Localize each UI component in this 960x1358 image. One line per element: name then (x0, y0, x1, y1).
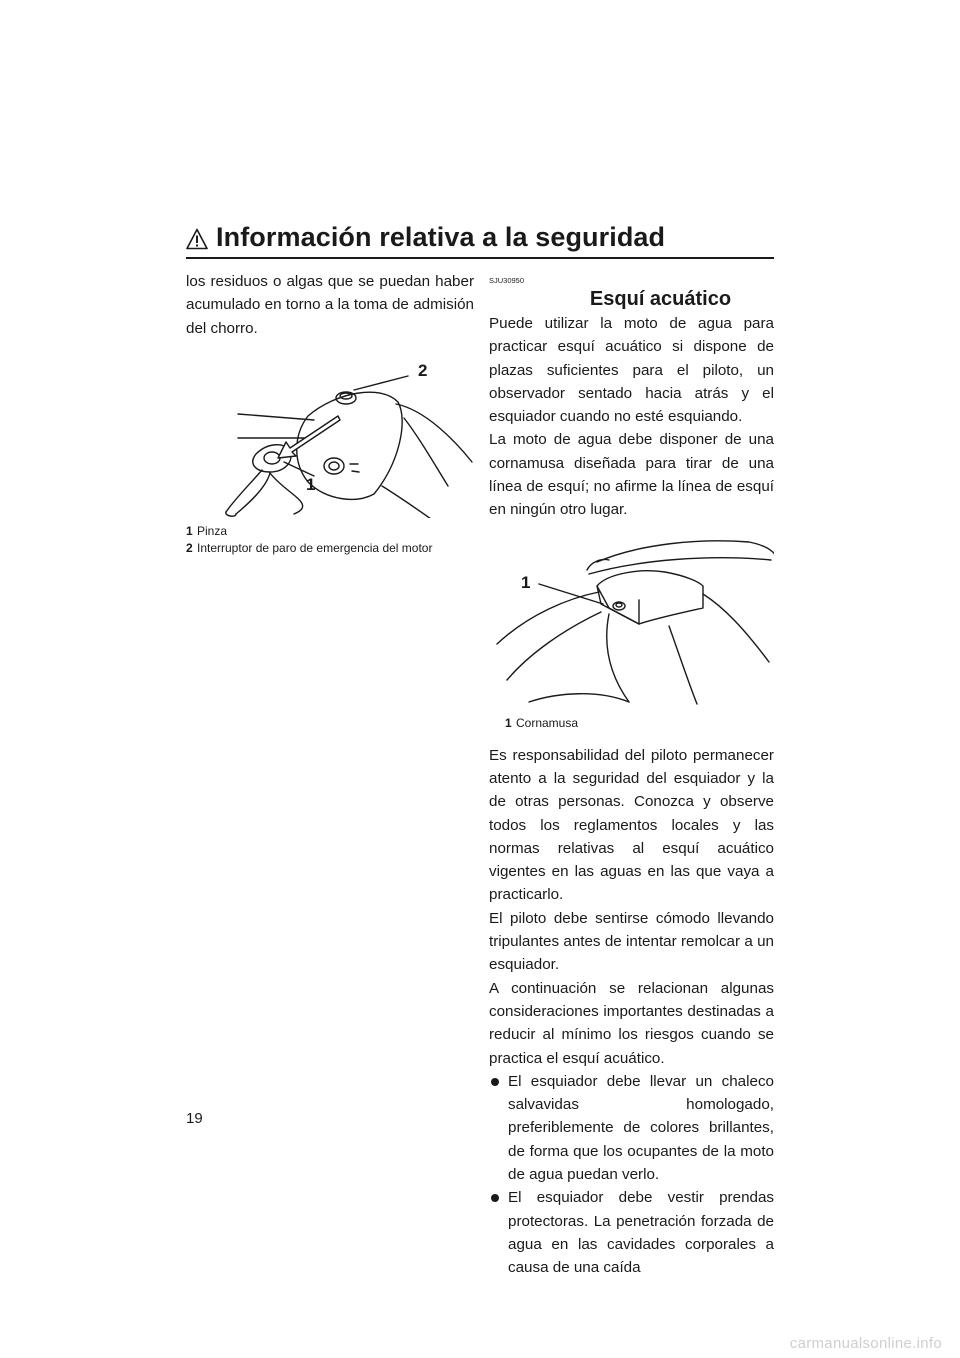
list-item: El esquiador debe vestir prendas protectoras. La penetración forzada de agua en las cavidades corporales a causa de una caída (489, 1186, 774, 1279)
cleat-figure (489, 534, 774, 712)
body-paragraph: Puede utilizar la moto de agua para practicar esquí acuático si dispone de plazas suficientes para el piloto, un observador sentado hacia atrás y el esquiador cuando no esté esquiando. (489, 315, 774, 426)
cleat-illustration (489, 534, 774, 712)
bullet-list (489, 1070, 774, 1280)
body-paragraph: La moto de agua debe disponer de una cornamusa diseñada para tirar de una línea de esquí; no afirme la línea de esquí en ningún otro lugar. (489, 431, 774, 519)
section-title: Esquí acuático (589, 288, 732, 310)
page-header (186, 222, 774, 262)
bullet-icon (491, 1194, 499, 1202)
clip-figure (186, 354, 474, 518)
right-column (489, 270, 774, 1280)
warning-triangle-icon (186, 228, 208, 250)
page-number: 19 (186, 1110, 203, 1127)
body-paragraph: El piloto debe sentirse cómodo llevando tripulantes antes de intentar remolcar a un esquiador. (489, 909, 774, 974)
header-divider (186, 257, 774, 259)
page-title: Información relativa a la seguridad (216, 222, 666, 252)
section-code: SJU30950 (489, 276, 525, 285)
body-paragraph: A continuación se relacionan algunas consideraciones importantes destinadas a reducir al mínimo los riesgos cuando se practica el esquí acuático. (489, 979, 774, 1067)
callout-2: 2 (418, 360, 428, 380)
figure-caption (489, 716, 774, 730)
caption-item: 1 Pinza (186, 523, 228, 538)
body-text-block (489, 744, 774, 1280)
caption-item: 1 Cornamusa (505, 715, 579, 730)
emergency-switch-illustration (186, 354, 474, 518)
list-item: El esquiador debe llevar un chaleco salvavidas homologado, preferiblemente de colores brillantes, de forma que los ocupantes de la moto de agua puedan verlo. (489, 1070, 774, 1186)
left-column (186, 270, 474, 555)
callout-1: 1 (521, 572, 531, 592)
body-paragraph: los residuos o algas que se puedan haber acumulado en torno a la toma de admisión del chorro. (186, 273, 474, 337)
body-paragraph: Es responsabilidad del piloto permanecer atento a la seguridad del esquiador y la de otras personas. Conozca y observe todos los reglamentos locales y las normas relativas al esquí acuático vigentes en las aguas en las que vaya a practicarlo. (489, 746, 774, 904)
caption-item: 2 Interruptor de paro de emergencia del motor (186, 540, 433, 555)
watermark: carmanualsonline.info (789, 1335, 942, 1352)
bullet-icon (491, 1078, 499, 1086)
figure-caption (186, 524, 474, 555)
callout-1: 1 (306, 474, 316, 494)
